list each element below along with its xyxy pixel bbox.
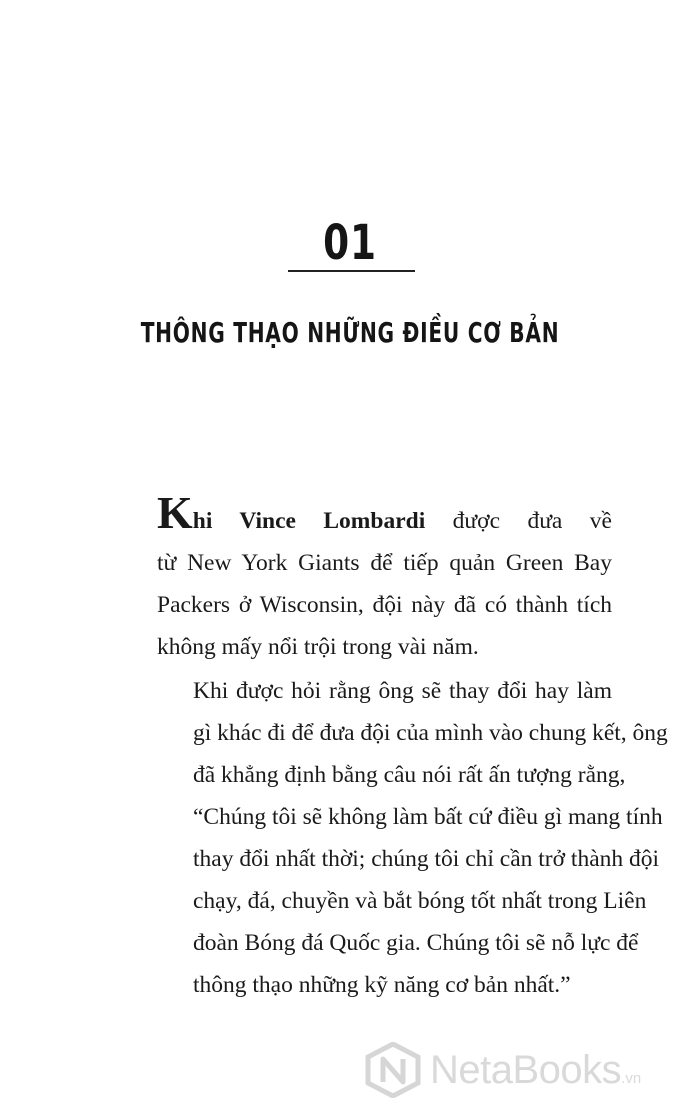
- paragraph-line: đoàn Bóng đá Quốc gia. Chúng tôi sẽ nỗ lực để: [193, 930, 639, 956]
- watermark-text: [430, 1048, 641, 1101]
- chapter-body: [157, 487, 668, 1006]
- paragraph-line: thông thạo những kỹ năng cơ bản nhất.”: [193, 972, 571, 998]
- chapter-title: THÔNG THẠO NHỮNG ĐIỀU CƠ BẢN: [140, 316, 560, 349]
- paragraph-2: [157, 670, 668, 1006]
- paragraph-line: từ New York Giants để tiếp quản Green Bay: [157, 550, 612, 576]
- chapter-divider: [288, 270, 415, 272]
- drop-cap: K: [157, 487, 193, 538]
- netabooks-watermark: [364, 1042, 694, 1098]
- paragraph-line: Packers ở Wisconsin, đội này đã có thành tích: [157, 592, 612, 618]
- paragraph-line: không mấy nổi trội trong vài năm.: [157, 634, 479, 660]
- paragraph-line: [157, 487, 612, 542]
- line-text: được đưa về: [425, 508, 612, 534]
- watermark-tld: .vn: [621, 1070, 642, 1087]
- paragraph-line: “Chúng tôi sẽ không làm bất cứ điều gì mang tính: [193, 804, 663, 830]
- paragraph-line: đã khẳng định bằng câu nói rất ấn tượng rằng,: [193, 762, 626, 788]
- netabooks-logo-icon: [364, 1042, 422, 1098]
- paragraph-1: [157, 487, 612, 668]
- lead-in-bold: hi Vince Lombardi: [192, 508, 426, 534]
- paragraph-line: thay đổi nhất thời; chúng tôi chỉ cần trở thành đội: [193, 846, 660, 872]
- chapter-number: 01: [323, 215, 377, 271]
- paragraph-line: gì khác đi để đưa đội của mình vào chung kết, ông: [193, 720, 668, 746]
- watermark-brand: NetaBooks: [430, 1048, 622, 1092]
- paragraph-line: Khi được hỏi rằng ông sẽ thay đổi hay làm: [193, 678, 612, 704]
- paragraph-line: chạy, đá, chuyền và bắt bóng tốt nhất trong Liên: [193, 888, 647, 914]
